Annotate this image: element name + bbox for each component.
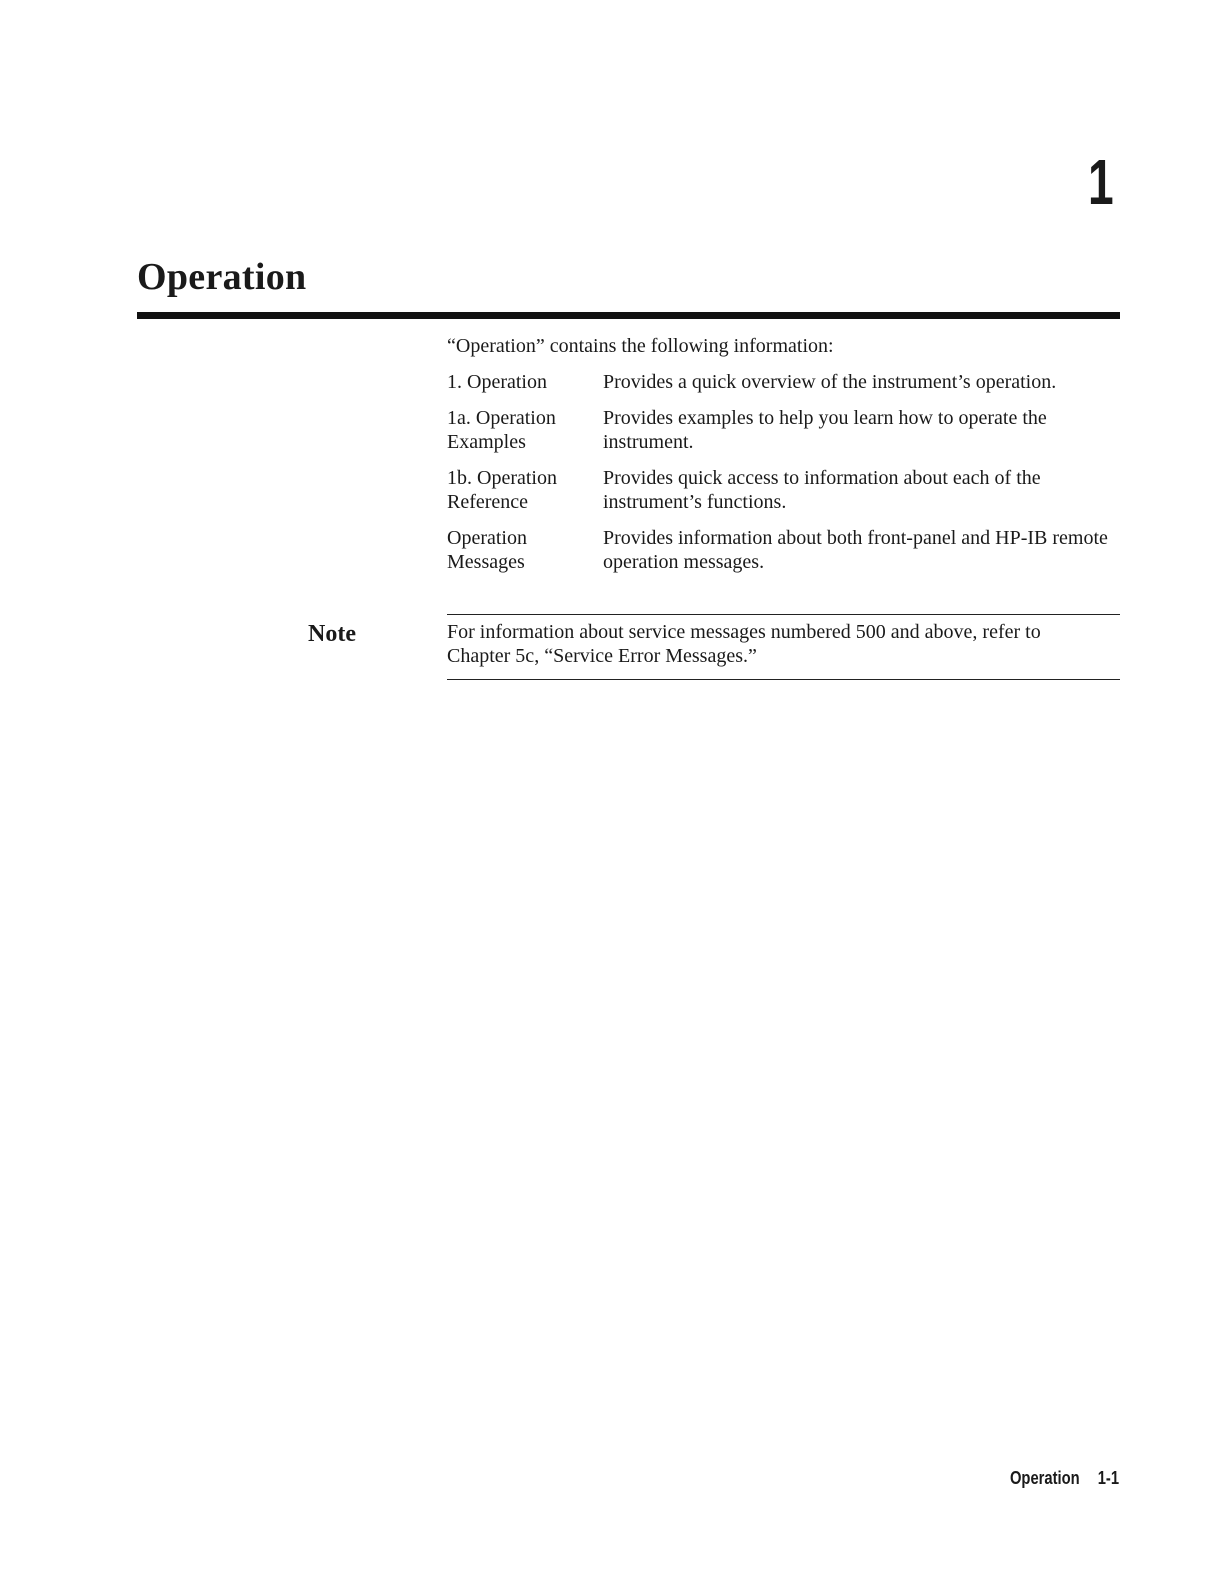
- contents-term: Operation Messages: [447, 527, 527, 573]
- footer-page-number: 1-1: [1097, 1468, 1119, 1488]
- contents-row: [447, 466, 1120, 514]
- contents-description: Provides examples to help you learn how to operate the instrument.: [603, 407, 1047, 453]
- footer-section: Operation: [1009, 1468, 1080, 1488]
- title-rule: [137, 312, 1120, 319]
- contents-description: Provides information about both front-panel and HP-IB remote operation messages.: [603, 527, 1108, 573]
- note-label: Note: [308, 621, 356, 647]
- contents-term: 1b. Operation Reference: [447, 467, 557, 513]
- contents-list: [447, 370, 1120, 586]
- contents-description: Provides a quick overview of the instrument’s operation.: [603, 371, 1057, 393]
- chapter-title: Operation: [137, 256, 307, 298]
- intro-text: “Operation” contains the following information:: [447, 335, 834, 357]
- contents-row: [447, 370, 1120, 394]
- contents-term: 1a. Operation Examples: [447, 407, 556, 453]
- contents-row: [447, 526, 1120, 574]
- page-footer: [1010, 1466, 1119, 1490]
- note-top-rule: [447, 614, 1120, 615]
- contents-term: 1. Operation: [447, 371, 547, 393]
- note-text: For information about service messages numbered 500 and above, refer to Chapter 5c, “Service Error Messages.”: [447, 621, 1041, 667]
- contents-description: Provides quick access to information about each of the instrument’s functions.: [603, 467, 1041, 513]
- contents-row: [447, 406, 1120, 454]
- chapter-number: 1: [1088, 146, 1114, 218]
- note-bottom-rule: [447, 679, 1120, 680]
